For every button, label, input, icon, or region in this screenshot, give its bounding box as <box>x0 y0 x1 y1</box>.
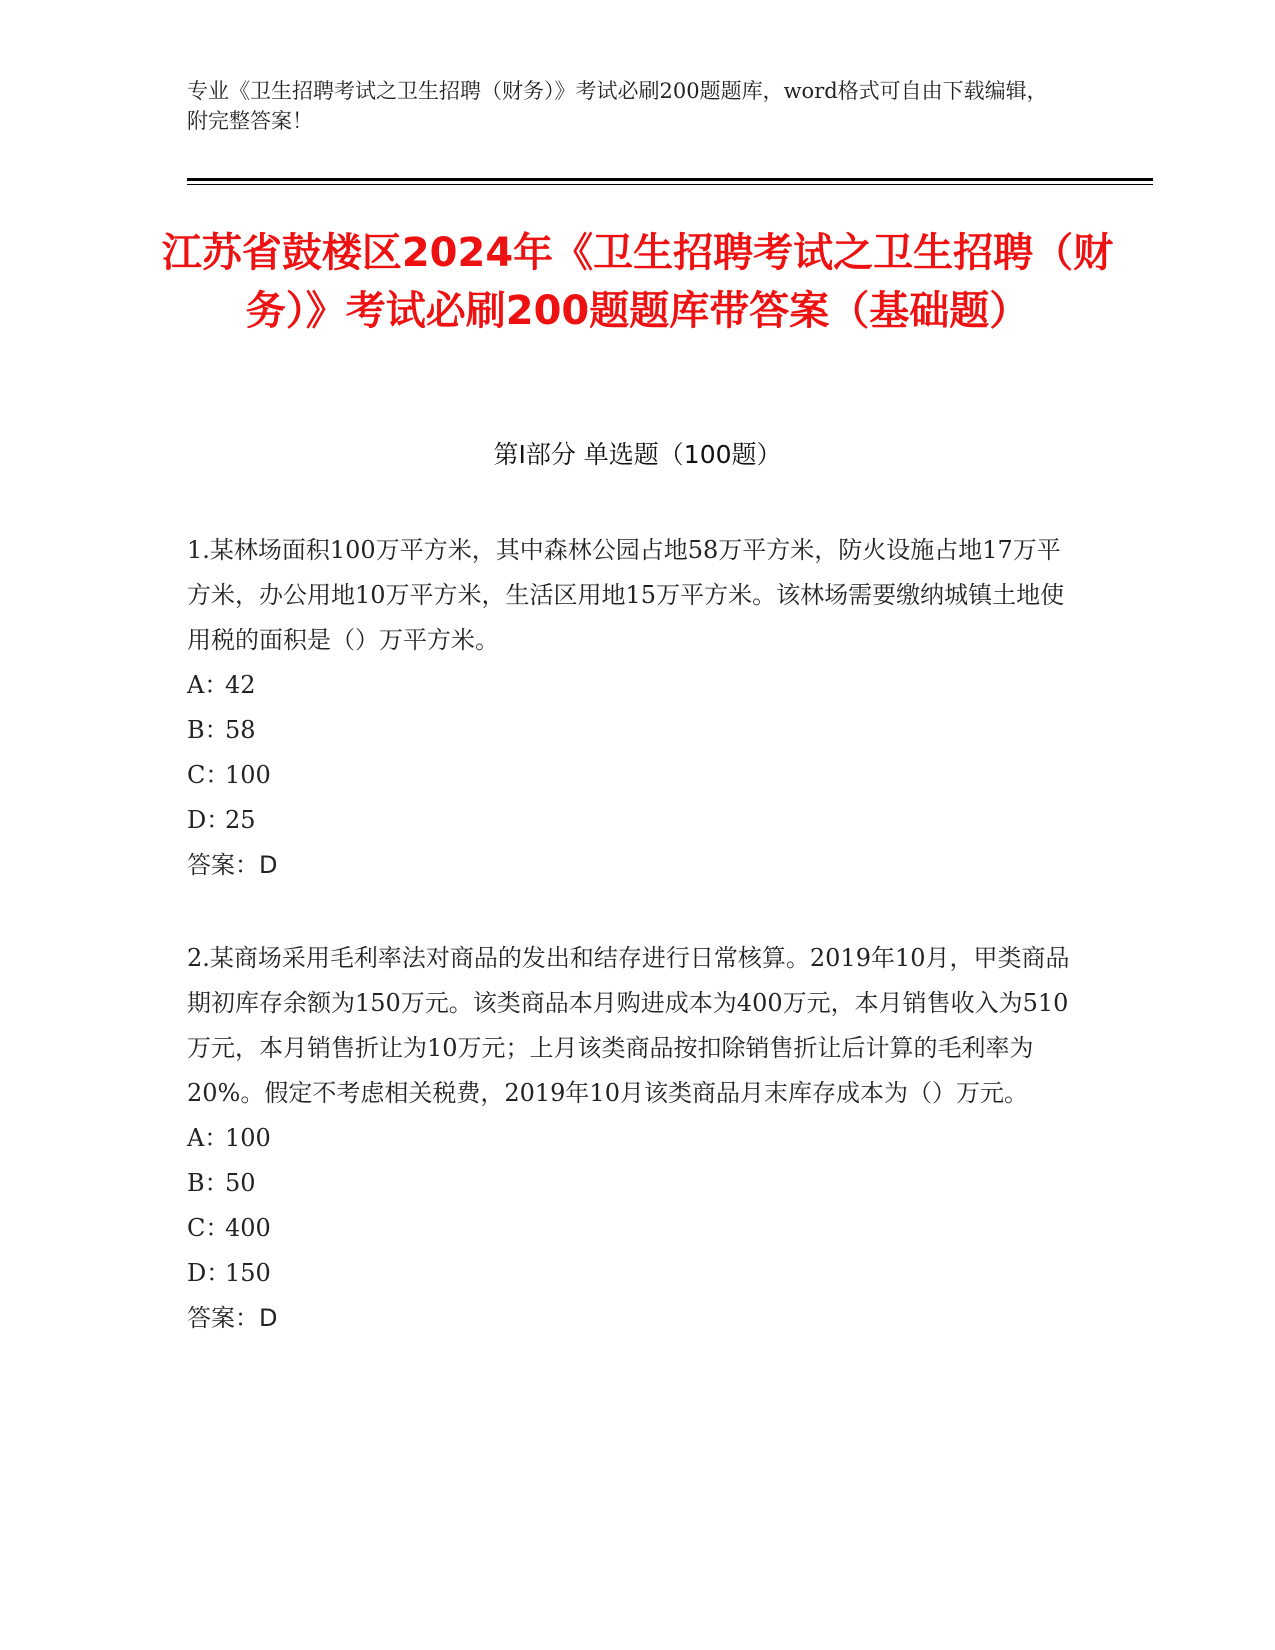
option-value: 150 <box>225 1259 271 1287</box>
option-value: 58 <box>225 716 256 744</box>
document-title: 江苏省鼓楼区2024年《卫生招聘考试之卫生招聘（财务）》考试必刷200题题库带答案（基础题） <box>161 230 1114 334</box>
option-value: 400 <box>225 1214 271 1242</box>
option-d <box>187 798 1082 843</box>
option-value: 100 <box>225 761 271 789</box>
option-c <box>187 753 1082 798</box>
option-d <box>187 1251 1082 1296</box>
question-1 <box>187 528 1082 888</box>
answer: 答案：D <box>187 1304 278 1332</box>
answer: 答案：D <box>187 851 278 879</box>
question-text: 2.某商场采用毛利率法对商品的发出和结存进行日常核算。2019年10月，甲类商品期初库存余额为150万元。该类商品本月购进成本为400万元，本月销售收入为510万元，本月销售折让为10万元；上月该类商品按扣除销售折让后计算的毛利率为20%。假定不考虑相关税费，2019年10月该类商品月末库存成本为（）万元。 <box>187 944 1070 1107</box>
header-rule-thin <box>187 184 1153 185</box>
section-heading: 第I部分 单选题（100题） <box>493 440 782 469</box>
option-letter: D： <box>187 806 231 834</box>
option-a <box>187 663 1082 708</box>
header-note: 专业《卫生招聘考试之卫生招聘（财务）》考试必刷200题题库，word格式可自由下载编辑，附完整答案！ <box>187 79 1048 133</box>
option-a <box>187 1116 1082 1161</box>
question-2 <box>187 936 1082 1341</box>
question-text: 1.某林场面积100万平方米，其中森林公园占地58万平方米，防火设施占地17万平方米，办公用地10万平方米，生活区用地15万平方米。该林场需要缴纳城镇土地使用税的面积是（）万平方米。 <box>187 536 1065 654</box>
option-c <box>187 1206 1082 1251</box>
option-value: 50 <box>225 1169 256 1197</box>
option-letter: C： <box>187 1214 230 1242</box>
header-rule-thick <box>187 178 1153 181</box>
option-b <box>187 1161 1082 1206</box>
option-letter: A： <box>187 671 229 699</box>
option-value: 100 <box>225 1124 271 1152</box>
option-b <box>187 708 1082 753</box>
option-value: 25 <box>225 806 256 834</box>
option-letter: B： <box>187 1169 229 1197</box>
option-letter: C： <box>187 761 230 789</box>
option-letter: A： <box>187 1124 229 1152</box>
option-letter: D： <box>187 1259 231 1287</box>
option-value: 42 <box>225 671 256 699</box>
option-letter: B： <box>187 716 229 744</box>
